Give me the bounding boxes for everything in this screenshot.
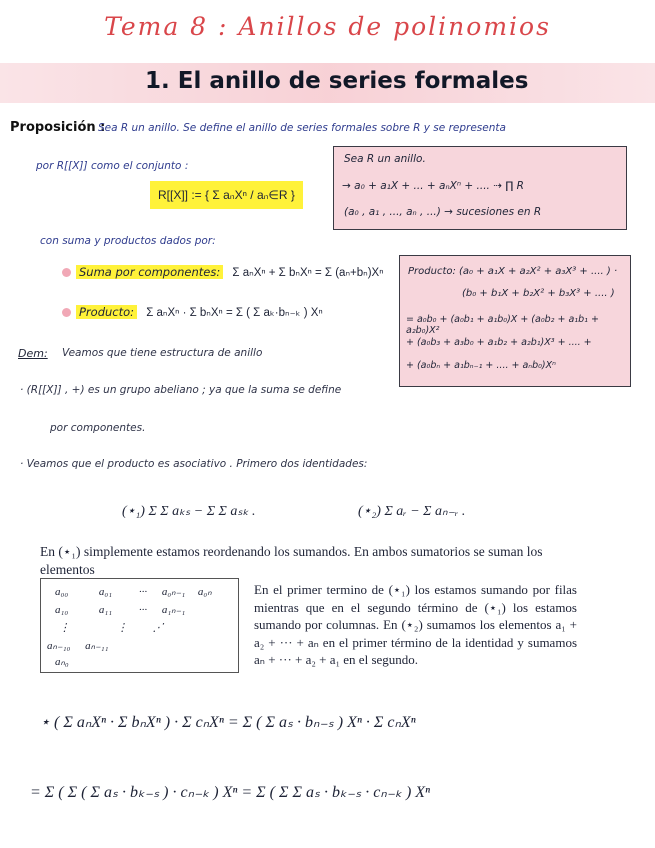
matrix-cell: ⋰: [152, 622, 164, 634]
dem-line-1: Veamos que tiene estructura de anillo: [62, 347, 263, 359]
product-formula: Σ aₙXⁿ · Σ bₙXⁿ = Σ ( Σ aₖ·bₙ₋ₖ ) Xⁿ: [146, 307, 323, 319]
matrix-cell: aₙ₋₁₁: [85, 640, 109, 652]
matrix-row-1: [55, 585, 212, 598]
dem-line-3: por componentes.: [50, 422, 146, 434]
set-formula: R[[X]] := { Σ aₙXⁿ / aₙ∈R }: [158, 188, 295, 202]
product-note-line-4: + (a₀b₃ + a₃b₀ + a₁b₂ + a₂b₁)X³ + .... +: [406, 337, 592, 348]
matrix-cell: ···: [138, 604, 148, 616]
matrix-cell: ···: [138, 586, 148, 598]
product-note-line-1: Producto: (a₀ + a₁X + a₂X² + a₃X³ + .... ) ·: [408, 266, 618, 277]
associativity-equation-1: ⋆ ( Σ aₙXⁿ · Σ bₙXⁿ ) · Σ cₙXⁿ = Σ ( Σ aₛ · bₙ₋ₛ ) Xⁿ · Σ cₙXⁿ: [40, 714, 416, 731]
matrix-cell: aₙ₋₁₀: [47, 640, 71, 652]
associativity-equation-2: = Σ ( Σ ( Σ aₛ · bₖ₋ₛ ) · cₙ₋ₖ ) Xⁿ = Σ ( Σ Σ aₛ · bₖ₋ₛ · cₙ₋ₖ ) Xⁿ: [30, 784, 431, 801]
sum-item: [62, 265, 383, 279]
series-note-box: [333, 146, 627, 230]
paragraph-1: En (⋆₁) simplemente estamos reordenando los sumandos. En ambos sumatorios se suman los elementos: [40, 544, 543, 577]
matrix-cell: ⋮: [59, 622, 70, 634]
matrix-cell: a₁₁: [98, 604, 113, 616]
proposition-label: Proposición :: [10, 120, 106, 135]
matrix-row-5: [55, 655, 69, 668]
product-note-line-3: = a₀b₀ + (a₀b₁ + a₁b₀)X + (a₀b₂ + a₁b₁ + a₂b₀)X²: [406, 314, 599, 336]
product-item: [62, 305, 323, 319]
identity-2: (⋆₂) Σ aᵣ − Σ aₙ₋ᵣ .: [358, 504, 466, 519]
matrix-cell: a₁₀: [55, 604, 69, 616]
matrix-box: [40, 578, 239, 673]
matrix-cell: a₀₁: [98, 586, 113, 598]
identity-1: (⋆₁) Σ Σ aₖₛ − Σ Σ aₛₖ .: [122, 504, 256, 519]
product-label: Producto:: [76, 305, 137, 319]
operations-intro: con suma y productos dados por:: [40, 235, 216, 247]
matrix-row-2: [55, 603, 185, 616]
series-note-line-1: Sea R un anillo.: [344, 153, 426, 165]
proposition-line-2: por R[[X]] como el conjunto :: [36, 160, 189, 172]
bullet-dot-icon: [62, 308, 71, 317]
dem-line-4: · Veamos que el producto es asociativo . Primero dos identidades:: [20, 458, 368, 470]
dem-label: Dem:: [18, 347, 48, 360]
matrix-row-4: [47, 639, 108, 652]
section-heading: 1. El anillo de series formales: [145, 68, 529, 94]
set-definition: [150, 181, 303, 209]
matrix-cell: a₁ₙ₋₁: [161, 604, 186, 616]
matrix-cell: aₙ₀: [55, 656, 69, 668]
product-note-line-2: (b₀ + b₁X + b₂X² + b₃X³ + .... ): [462, 288, 615, 299]
paragraph-2: En el primer termino de (⋆₁) los estamos sumando por filas mientras que en el segundo término de (⋆₁) los estamos sumando por columnas. En (⋆₂) sumamos los elementos a₁ + a₂ + ··· + aₙ en el primer término de la identidad y sumamos aₙ + ··· + a₂ + a₁ en el segundo.: [254, 582, 577, 667]
matrix-cell: a₀ₙ: [197, 586, 212, 598]
proposition-line-1: Sea R un anillo. Se define el anillo de series formales sobre R y se representa: [98, 122, 506, 134]
series-note-line-3: (a₀ , a₁ , ..., aₙ , ...) → sucesiones en R: [344, 206, 542, 218]
sum-label: Suma por componentes:: [76, 265, 223, 279]
series-note-line-2: → a₀ + a₁X + ... + aₙXⁿ + .... ⇢ ∏ R: [342, 180, 524, 192]
matrix-cell: ⋮: [116, 622, 128, 634]
matrix-row-3: [59, 621, 164, 634]
dem-line-2: · (R[[X]] , +) es un grupo abeliano ; ya que la suma se define: [20, 384, 342, 396]
product-note-line-5: + (a₀bₙ + a₁bₙ₋₁ + .... + aₙb₀)Xⁿ: [406, 360, 556, 371]
sum-formula: Σ aₙXⁿ + Σ bₙXⁿ = Σ (aₙ+bₙ)Xⁿ: [232, 267, 384, 279]
matrix-cell: a₀ₙ₋₁: [161, 586, 186, 598]
bullet-dot-icon: [62, 268, 71, 277]
page-title: Tema 8 : Anillos de polinomios: [104, 12, 551, 41]
product-note-box: [399, 255, 631, 387]
matrix-cell: a₀₀: [55, 586, 69, 598]
